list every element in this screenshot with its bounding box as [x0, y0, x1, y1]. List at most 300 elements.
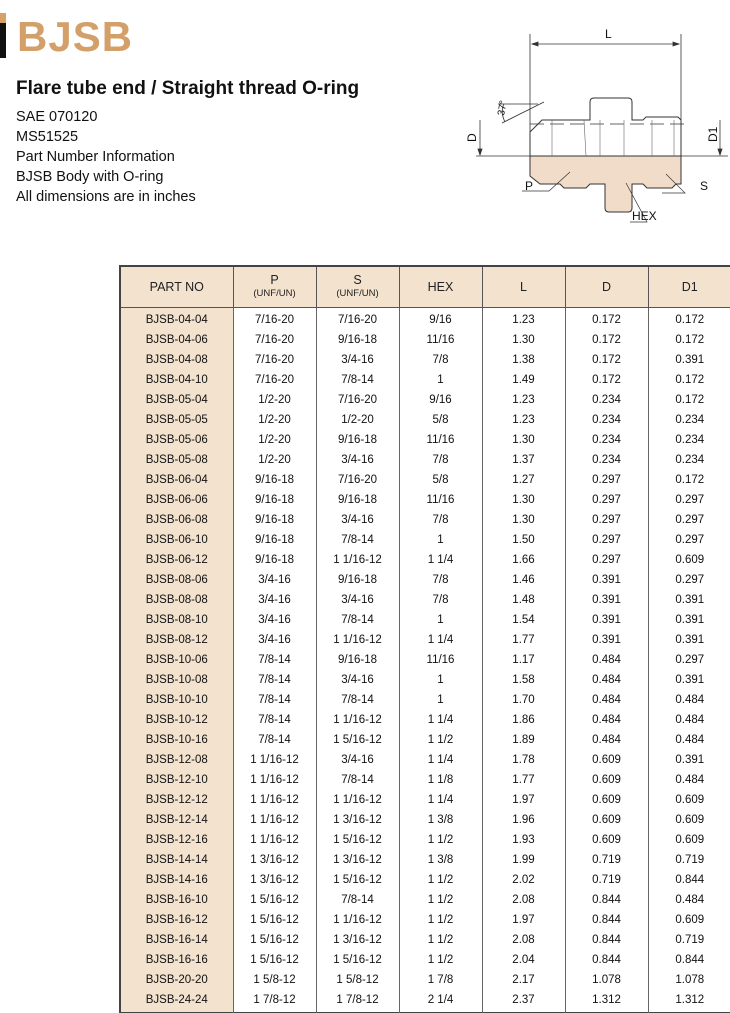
cell-s: 1 5/16-12: [316, 870, 399, 890]
cell-hex: 1 1/2: [399, 830, 482, 850]
cell-hex: 1 1/8: [399, 770, 482, 790]
cell-p: 3/4-16: [233, 570, 316, 590]
cell-d: 0.234: [565, 390, 648, 410]
cell-p: 7/16-20: [233, 330, 316, 350]
table-row: [120, 930, 730, 950]
cell-s: 7/8-14: [316, 610, 399, 630]
cell-s: 7/16-20: [316, 470, 399, 490]
cell-hex: 1 1/2: [399, 930, 482, 950]
table-row: [120, 550, 730, 570]
table-row: [120, 450, 730, 470]
cell-p: 1 7/8-12: [233, 990, 316, 1013]
cell-d: 0.484: [565, 690, 648, 710]
cell-d1: 0.609: [675, 834, 705, 846]
cell-part-no: BJSB-04-06: [120, 330, 233, 350]
cell-s: 1 7/8-12: [316, 990, 399, 1013]
cell-p: 1/2-20: [233, 410, 316, 430]
cell-d: 0.172: [565, 350, 648, 370]
cell-part-no: BJSB-06-08: [120, 510, 233, 530]
cell-part-no: BJSB-12-10: [120, 770, 233, 790]
fitting-body-outline: [530, 98, 681, 156]
table-row: [120, 770, 730, 790]
cell-d1: 0.844: [675, 954, 705, 966]
cell-d: 0.234: [565, 410, 648, 430]
cell-hex: 11/16: [399, 430, 482, 450]
cell-d: 0.484: [565, 670, 648, 690]
cell-l: 1.23: [482, 410, 565, 430]
cell-hex: 1 7/8: [399, 970, 482, 990]
cell-l: 1.23: [482, 308, 565, 331]
cell-d: 0.609: [565, 830, 648, 850]
cell-p: 9/16-18: [233, 550, 316, 570]
cell-hex: 7/8: [399, 590, 482, 610]
cell-d: 0.844: [565, 890, 648, 910]
cell-hex: 1 1/4: [399, 710, 482, 730]
cell-s: 1 5/8-12: [316, 970, 399, 990]
cell-s: 1 3/16-12: [316, 810, 399, 830]
cell-s: 7/16-20: [316, 390, 399, 410]
cell-l: 1.99: [482, 850, 565, 870]
cell-part-no: BJSB-05-06: [120, 430, 233, 450]
cell-p: 9/16-18: [233, 510, 316, 530]
cell-hex: 1: [399, 690, 482, 710]
table-row: [120, 610, 730, 630]
cell-d1: 0.297: [675, 514, 705, 526]
cell-d: 0.844: [565, 930, 648, 950]
cell-part-no: BJSB-08-10: [120, 610, 233, 630]
cell-p: 3/4-16: [233, 630, 316, 650]
cell-d: 0.844: [565, 910, 648, 930]
col-header-part-no: PART NO: [120, 266, 233, 308]
col-header-p: P (UNF/UN): [233, 266, 316, 308]
cell-s: 7/8-14: [316, 530, 399, 550]
cell-l: 1.30: [482, 330, 565, 350]
cell-d1: 0.234: [675, 454, 705, 466]
cell-p: 1 1/16-12: [233, 810, 316, 830]
table-row: [120, 330, 730, 350]
cell-d1: 0.719: [675, 854, 705, 866]
col-header-hex: HEX: [399, 266, 482, 308]
cell-d1: 0.234: [675, 434, 705, 446]
cell-l: 1.70: [482, 690, 565, 710]
label-d: D: [465, 133, 479, 142]
table-row: [120, 490, 730, 510]
cell-part-no: BJSB-10-10: [120, 690, 233, 710]
cell-part-no: BJSB-14-16: [120, 870, 233, 890]
table-row: [120, 390, 730, 410]
cell-d: 0.297: [565, 470, 648, 490]
cell-d: 0.484: [565, 710, 648, 730]
cell-s: 1 3/16-12: [316, 850, 399, 870]
cell-d1: 0.172: [675, 314, 705, 326]
cell-d: 0.609: [565, 770, 648, 790]
cell-hex: 1: [399, 670, 482, 690]
cell-p: 1 5/16-12: [233, 930, 316, 950]
cell-part-no: BJSB-08-06: [120, 570, 233, 590]
cell-hex: 7/8: [399, 510, 482, 530]
cell-s: 3/4-16: [316, 750, 399, 770]
cell-d1: 0.484: [675, 774, 705, 786]
label-s: S: [700, 179, 709, 193]
cell-part-no: BJSB-06-12: [120, 550, 233, 570]
cell-p: 1 5/16-12: [233, 890, 316, 910]
cell-part-no: BJSB-16-10: [120, 890, 233, 910]
cell-d: 0.484: [565, 650, 648, 670]
cell-l: 1.93: [482, 830, 565, 850]
cell-d1: 0.719: [675, 934, 705, 946]
cell-s: 3/4-16: [316, 670, 399, 690]
cell-d: 0.844: [565, 950, 648, 970]
cell-hex: 9/16: [399, 308, 482, 331]
cell-s: 9/16-18: [316, 490, 399, 510]
table-row: [120, 970, 730, 990]
table-row: [120, 690, 730, 710]
cell-s: 1 1/16-12: [316, 630, 399, 650]
cell-d1: 0.297: [675, 494, 705, 506]
cell-part-no: BJSB-14-14: [120, 850, 233, 870]
cell-p: 7/16-20: [233, 308, 316, 331]
cell-l: 1.37: [482, 450, 565, 470]
cell-d: 0.719: [565, 870, 648, 890]
cell-p: 7/8-14: [233, 690, 316, 710]
cell-d: 0.172: [565, 308, 648, 331]
cell-l: 1.38: [482, 350, 565, 370]
cell-s: 7/8-14: [316, 890, 399, 910]
cell-p: 7/8-14: [233, 650, 316, 670]
label-p: P: [525, 179, 534, 193]
spec-table: [119, 265, 730, 1013]
cell-part-no: BJSB-04-08: [120, 350, 233, 370]
cell-part-no: BJSB-12-16: [120, 830, 233, 850]
cell-d1: 0.609: [675, 914, 705, 926]
table-row: [120, 910, 730, 930]
cell-d1: 0.391: [675, 674, 705, 686]
table-row: [120, 590, 730, 610]
cell-hex: 1 1/2: [399, 950, 482, 970]
cell-part-no: BJSB-12-14: [120, 810, 233, 830]
table-row: [120, 350, 730, 370]
table-row: [120, 710, 730, 730]
cell-l: 1.78: [482, 750, 565, 770]
table-row: [120, 470, 730, 490]
cell-d1: 0.172: [675, 334, 705, 346]
label-angle: 37°: [496, 99, 510, 117]
cell-d: 0.609: [565, 810, 648, 830]
cell-l: 2.08: [482, 930, 565, 950]
table-row: [120, 790, 730, 810]
cell-d: 0.297: [565, 550, 648, 570]
cell-part-no: BJSB-16-16: [120, 950, 233, 970]
table-row: [120, 308, 730, 331]
cell-hex: 7/8: [399, 350, 482, 370]
cell-d: 0.609: [565, 790, 648, 810]
cell-s: 1 1/16-12: [316, 710, 399, 730]
cell-part-no: BJSB-16-14: [120, 930, 233, 950]
cell-p: 9/16-18: [233, 470, 316, 490]
cell-d: 0.391: [565, 610, 648, 630]
info-line: Part Number Information: [16, 149, 175, 165]
cell-l: 1.46: [482, 570, 565, 590]
cell-p: 1 5/8-12: [233, 970, 316, 990]
cell-part-no: BJSB-05-08: [120, 450, 233, 470]
table-row: [120, 750, 730, 770]
cell-l: 1.30: [482, 510, 565, 530]
cell-s: 9/16-18: [316, 330, 399, 350]
cell-part-no: BJSB-20-20: [120, 970, 233, 990]
table-row: [120, 990, 730, 1013]
cell-l: 1.96: [482, 810, 565, 830]
cell-part-no: BJSB-16-12: [120, 910, 233, 930]
info-line: MS51525: [16, 129, 79, 145]
info-line: All dimensions are in inches: [16, 189, 196, 205]
cell-l: 1.89: [482, 730, 565, 750]
cell-d1: 0.391: [675, 614, 705, 626]
cell-s: 7/16-20: [316, 308, 399, 331]
cell-d: 0.172: [565, 370, 648, 390]
cell-hex: 1 1/4: [399, 550, 482, 570]
brand-accent-bar: [0, 13, 6, 58]
col-header-l: L: [482, 266, 565, 308]
cell-d1: 0.172: [675, 394, 705, 406]
cell-hex: 1 1/2: [399, 910, 482, 930]
cell-s: 1/2-20: [316, 410, 399, 430]
cell-s: 3/4-16: [316, 350, 399, 370]
cell-hex: 1 1/4: [399, 790, 482, 810]
cell-s: 3/4-16: [316, 590, 399, 610]
label-d1: D1: [706, 126, 720, 142]
cell-part-no: BJSB-05-05: [120, 410, 233, 430]
cell-hex: 11/16: [399, 330, 482, 350]
cell-d1: 0.484: [675, 694, 705, 706]
col-header-d: D: [565, 266, 648, 308]
cell-p: 9/16-18: [233, 530, 316, 550]
cell-l: 1.30: [482, 490, 565, 510]
cell-part-no: BJSB-12-08: [120, 750, 233, 770]
cell-l: 1.86: [482, 710, 565, 730]
table-row: [120, 810, 730, 830]
cell-d: 0.719: [565, 850, 648, 870]
cell-part-no: BJSB-05-04: [120, 390, 233, 410]
cell-l: 1.97: [482, 910, 565, 930]
cell-l: 1.49: [482, 370, 565, 390]
cell-p: 1 1/16-12: [233, 770, 316, 790]
cell-hex: 7/8: [399, 570, 482, 590]
cell-d: 0.484: [565, 730, 648, 750]
cell-d1: 0.172: [675, 374, 705, 386]
cell-d1: 0.391: [675, 354, 705, 366]
cell-hex: 1: [399, 530, 482, 550]
fitting-diagram: [460, 20, 730, 230]
table-row: [120, 530, 730, 550]
cell-s: 1 1/16-12: [316, 910, 399, 930]
cell-l: 2.17: [482, 970, 565, 990]
table-row: [120, 510, 730, 530]
cell-l: 1.30: [482, 430, 565, 450]
cell-d1: 0.391: [675, 754, 705, 766]
cell-d: 0.391: [565, 570, 648, 590]
cell-l: 1.17: [482, 650, 565, 670]
cell-d1: 0.391: [675, 634, 705, 646]
table-header-row: [120, 266, 730, 308]
cell-p: 1 3/16-12: [233, 870, 316, 890]
cell-s: 9/16-18: [316, 650, 399, 670]
cell-d: 0.391: [565, 590, 648, 610]
cell-l: 2.08: [482, 890, 565, 910]
table-row: [120, 570, 730, 590]
cell-l: 2.04: [482, 950, 565, 970]
cell-hex: 1: [399, 610, 482, 630]
cell-p: 1/2-20: [233, 390, 316, 410]
table-row: [120, 670, 730, 690]
cell-d: 0.297: [565, 530, 648, 550]
cell-p: 7/8-14: [233, 670, 316, 690]
cell-d1: 1.312: [675, 994, 705, 1006]
cell-p: 1 3/16-12: [233, 850, 316, 870]
cell-p: 1 1/16-12: [233, 790, 316, 810]
cell-s: 9/16-18: [316, 570, 399, 590]
cell-part-no: BJSB-10-16: [120, 730, 233, 750]
cell-d1: 0.609: [675, 814, 705, 826]
cell-d1: 0.484: [675, 894, 705, 906]
col-header-d1: D1: [648, 266, 730, 308]
cell-d1: 0.297: [675, 534, 705, 546]
cell-l: 1.97: [482, 790, 565, 810]
cell-s: 1 5/16-12: [316, 730, 399, 750]
cell-hex: 1 1/2: [399, 890, 482, 910]
cell-d1: 0.609: [675, 554, 705, 566]
cell-p: 3/4-16: [233, 610, 316, 630]
cell-s: 7/8-14: [316, 770, 399, 790]
cell-part-no: BJSB-06-10: [120, 530, 233, 550]
cell-part-no: BJSB-08-08: [120, 590, 233, 610]
label-hex: HEX: [632, 209, 657, 223]
cell-d1: 0.609: [675, 794, 705, 806]
cell-hex: 1 1/4: [399, 630, 482, 650]
cell-l: 1.23: [482, 390, 565, 410]
fitting-body-section: [530, 156, 681, 212]
cell-d: 1.078: [565, 970, 648, 990]
cell-d1: 0.484: [675, 714, 705, 726]
table-row: [120, 730, 730, 750]
cell-part-no: BJSB-06-04: [120, 470, 233, 490]
cell-d: 0.297: [565, 510, 648, 530]
cell-d1: 0.297: [675, 574, 705, 586]
label-l: L: [605, 27, 612, 41]
cell-hex: 1 1/4: [399, 750, 482, 770]
table-row: [120, 650, 730, 670]
table-row: [120, 630, 730, 650]
cell-s: 1 5/16-12: [316, 950, 399, 970]
cell-d: 0.234: [565, 450, 648, 470]
table-row: [120, 890, 730, 910]
cell-s: 1 1/16-12: [316, 790, 399, 810]
product-info: [16, 107, 196, 207]
cell-p: 7/16-20: [233, 370, 316, 390]
cell-p: 1 5/16-12: [233, 910, 316, 930]
cell-p: 7/8-14: [233, 730, 316, 750]
cell-d1: 0.234: [675, 414, 705, 426]
cell-part-no: BJSB-04-10: [120, 370, 233, 390]
cell-l: 1.48: [482, 590, 565, 610]
table-row: [120, 830, 730, 850]
table-row: [120, 950, 730, 970]
cell-hex: 11/16: [399, 490, 482, 510]
cell-p: 1 1/16-12: [233, 830, 316, 850]
cell-l: 1.27: [482, 470, 565, 490]
cell-part-no: BJSB-04-04: [120, 308, 233, 331]
cell-part-no: BJSB-08-12: [120, 630, 233, 650]
cell-p: 7/8-14: [233, 710, 316, 730]
cell-part-no: BJSB-10-06: [120, 650, 233, 670]
col-header-s: S (UNF/UN): [316, 266, 399, 308]
table-row: [120, 850, 730, 870]
cell-d: 0.391: [565, 630, 648, 650]
cell-d1: 0.844: [675, 874, 705, 886]
product-subtitle: Flare tube end / Straight thread O-ring: [16, 78, 360, 99]
info-line: BJSB Body with O-ring: [16, 169, 164, 185]
cell-hex: 1 1/2: [399, 870, 482, 890]
cell-part-no: BJSB-12-12: [120, 790, 233, 810]
cell-s: 3/4-16: [316, 450, 399, 470]
cell-p: 1 1/16-12: [233, 750, 316, 770]
cell-d: 0.297: [565, 490, 648, 510]
cell-s: 1 5/16-12: [316, 830, 399, 850]
brand-title: BJSB: [17, 13, 134, 60]
cell-hex: 1: [399, 370, 482, 390]
cell-hex: 1 1/2: [399, 730, 482, 750]
cell-d: 0.609: [565, 750, 648, 770]
cell-s: 7/8-14: [316, 690, 399, 710]
cell-hex: 1 3/8: [399, 810, 482, 830]
info-line: SAE 070120: [16, 109, 98, 125]
cell-s: 3/4-16: [316, 510, 399, 530]
cell-d: 0.172: [565, 330, 648, 350]
cell-hex: 1 3/8: [399, 850, 482, 870]
cell-l: 1.77: [482, 770, 565, 790]
cell-hex: 7/8: [399, 450, 482, 470]
cell-part-no: BJSB-06-06: [120, 490, 233, 510]
cell-hex: 11/16: [399, 650, 482, 670]
cell-hex: 9/16: [399, 390, 482, 410]
cell-hex: 5/8: [399, 470, 482, 490]
cell-l: 1.54: [482, 610, 565, 630]
cell-d1: 0.391: [675, 594, 705, 606]
cell-l: 1.58: [482, 670, 565, 690]
cell-p: 9/16-18: [233, 490, 316, 510]
cell-p: 3/4-16: [233, 590, 316, 610]
cell-part-no: BJSB-24-24: [120, 990, 233, 1013]
cell-d: 1.312: [565, 990, 648, 1013]
cell-p: 7/16-20: [233, 350, 316, 370]
cell-d1: 0.297: [675, 654, 705, 666]
cell-l: 2.37: [482, 990, 565, 1013]
cell-d: 0.234: [565, 430, 648, 450]
table-row: [120, 370, 730, 390]
cell-d1: 0.172: [675, 474, 705, 486]
cell-s: 1 1/16-12: [316, 550, 399, 570]
cell-l: 1.77: [482, 630, 565, 650]
table-row: [120, 870, 730, 890]
cell-p: 1 5/16-12: [233, 950, 316, 970]
cell-p: 1/2-20: [233, 430, 316, 450]
cell-p: 1/2-20: [233, 450, 316, 470]
cell-part-no: BJSB-10-08: [120, 670, 233, 690]
cell-l: 2.02: [482, 870, 565, 890]
cell-s: 9/16-18: [316, 430, 399, 450]
cell-l: 1.66: [482, 550, 565, 570]
cell-s: 7/8-14: [316, 370, 399, 390]
cell-s: 1 3/16-12: [316, 930, 399, 950]
